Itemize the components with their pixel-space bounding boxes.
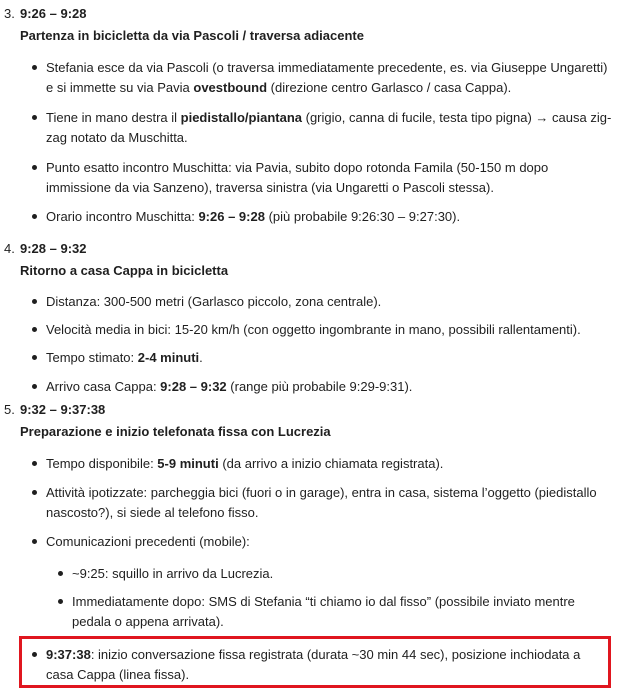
bullet-icon bbox=[32, 115, 37, 120]
list-item: Tempo disponibile: 5-9 minuti (da arrivo a inizio chiamata registrata). bbox=[46, 454, 614, 474]
list-item: Punto esatto incontro Muschitta: via Pavia, subito dopo rotonda Famila (50-150 m dopo immissione da via Sanzeno), traversa sinistra (via Ungaretti o Pascoli stessa). bbox=[46, 158, 614, 198]
section-time: 9:28 – 9:32 bbox=[20, 241, 87, 256]
highlighted-list-item: 9:37:38: inizio conversazione fissa registrata (durata ~30 min 44 sec), posizione inchiodata a casa Cappa (linea fissa). bbox=[46, 645, 608, 685]
bullet-icon bbox=[58, 599, 63, 604]
section-3-subtitle: Partenza in bicicletta da via Pascoli / traversa adiacente bbox=[20, 28, 364, 43]
section-number: 4. bbox=[4, 241, 15, 256]
bullet-icon bbox=[32, 165, 37, 170]
sub-list-item: Immediatamente dopo: SMS di Stefania “ti chiamo io dal fisso” (possibile inviato mentre pedala o appena arrivata). bbox=[72, 592, 612, 632]
section-4-heading bbox=[4, 239, 87, 259]
list-item: Stefania esce da via Pascoli (o traversa immediatamente precedente, es. via Giuseppe Ungaretti) e si immette su via Pavia ovestbound (direzione centro Garlasco / casa Cappa). bbox=[46, 58, 614, 98]
bullet-icon bbox=[32, 299, 37, 304]
bullet-icon bbox=[32, 327, 37, 332]
section-time: 9:32 – 9:37:38 bbox=[20, 402, 106, 417]
section-3-heading bbox=[4, 4, 87, 24]
list-item: Orario incontro Muschitta: 9:26 – 9:28 (più probabile 9:26:30 – 9:27:30). bbox=[46, 207, 614, 227]
bullet-icon bbox=[58, 571, 63, 576]
section-5-subtitle: Preparazione e inizio telefonata fissa con Lucrezia bbox=[20, 424, 331, 439]
bullet-icon bbox=[32, 65, 37, 70]
list-item: Arrivo casa Cappa: 9:28 – 9:32 (range più probabile 9:29-9:31). bbox=[46, 377, 614, 397]
bullet-icon bbox=[32, 214, 37, 219]
bullet-icon bbox=[32, 355, 37, 360]
list-item: Tiene in mano destra il piedistallo/piantana (grigio, canna di fucile, testa tipo pigna) → causa zig-zag notato da Muschitta. bbox=[46, 108, 614, 148]
bullet-icon bbox=[32, 652, 37, 657]
bullet-icon bbox=[32, 461, 37, 466]
bullet-icon bbox=[32, 539, 37, 544]
section-number: 3. bbox=[4, 6, 15, 21]
bullet-icon bbox=[32, 384, 37, 389]
list-item: Distanza: 300-500 metri (Garlasco piccolo, zona centrale). bbox=[46, 292, 614, 312]
section-5-heading bbox=[4, 400, 105, 420]
list-item: Velocità media in bici: 15-20 km/h (con oggetto ingombrante in mano, possibili rallentamenti). bbox=[46, 320, 614, 340]
section-time: 9:26 – 9:28 bbox=[20, 6, 87, 21]
sub-list-item: ~9:25: squillo in arrivo da Lucrezia. bbox=[72, 564, 612, 584]
section-number: 5. bbox=[4, 402, 15, 417]
list-item: Comunicazioni precedenti (mobile): bbox=[46, 532, 614, 552]
list-item: Attività ipotizzate: parcheggia bici (fuori o in garage), entra in casa, sistema l’oggetto (piedistallo nascosto?), si siede al telefono fisso. bbox=[46, 483, 614, 523]
section-4-subtitle: Ritorno a casa Cappa in bicicletta bbox=[20, 263, 229, 278]
bullet-icon bbox=[32, 490, 37, 495]
list-item: Tempo stimato: 2-4 minuti. bbox=[46, 348, 614, 368]
